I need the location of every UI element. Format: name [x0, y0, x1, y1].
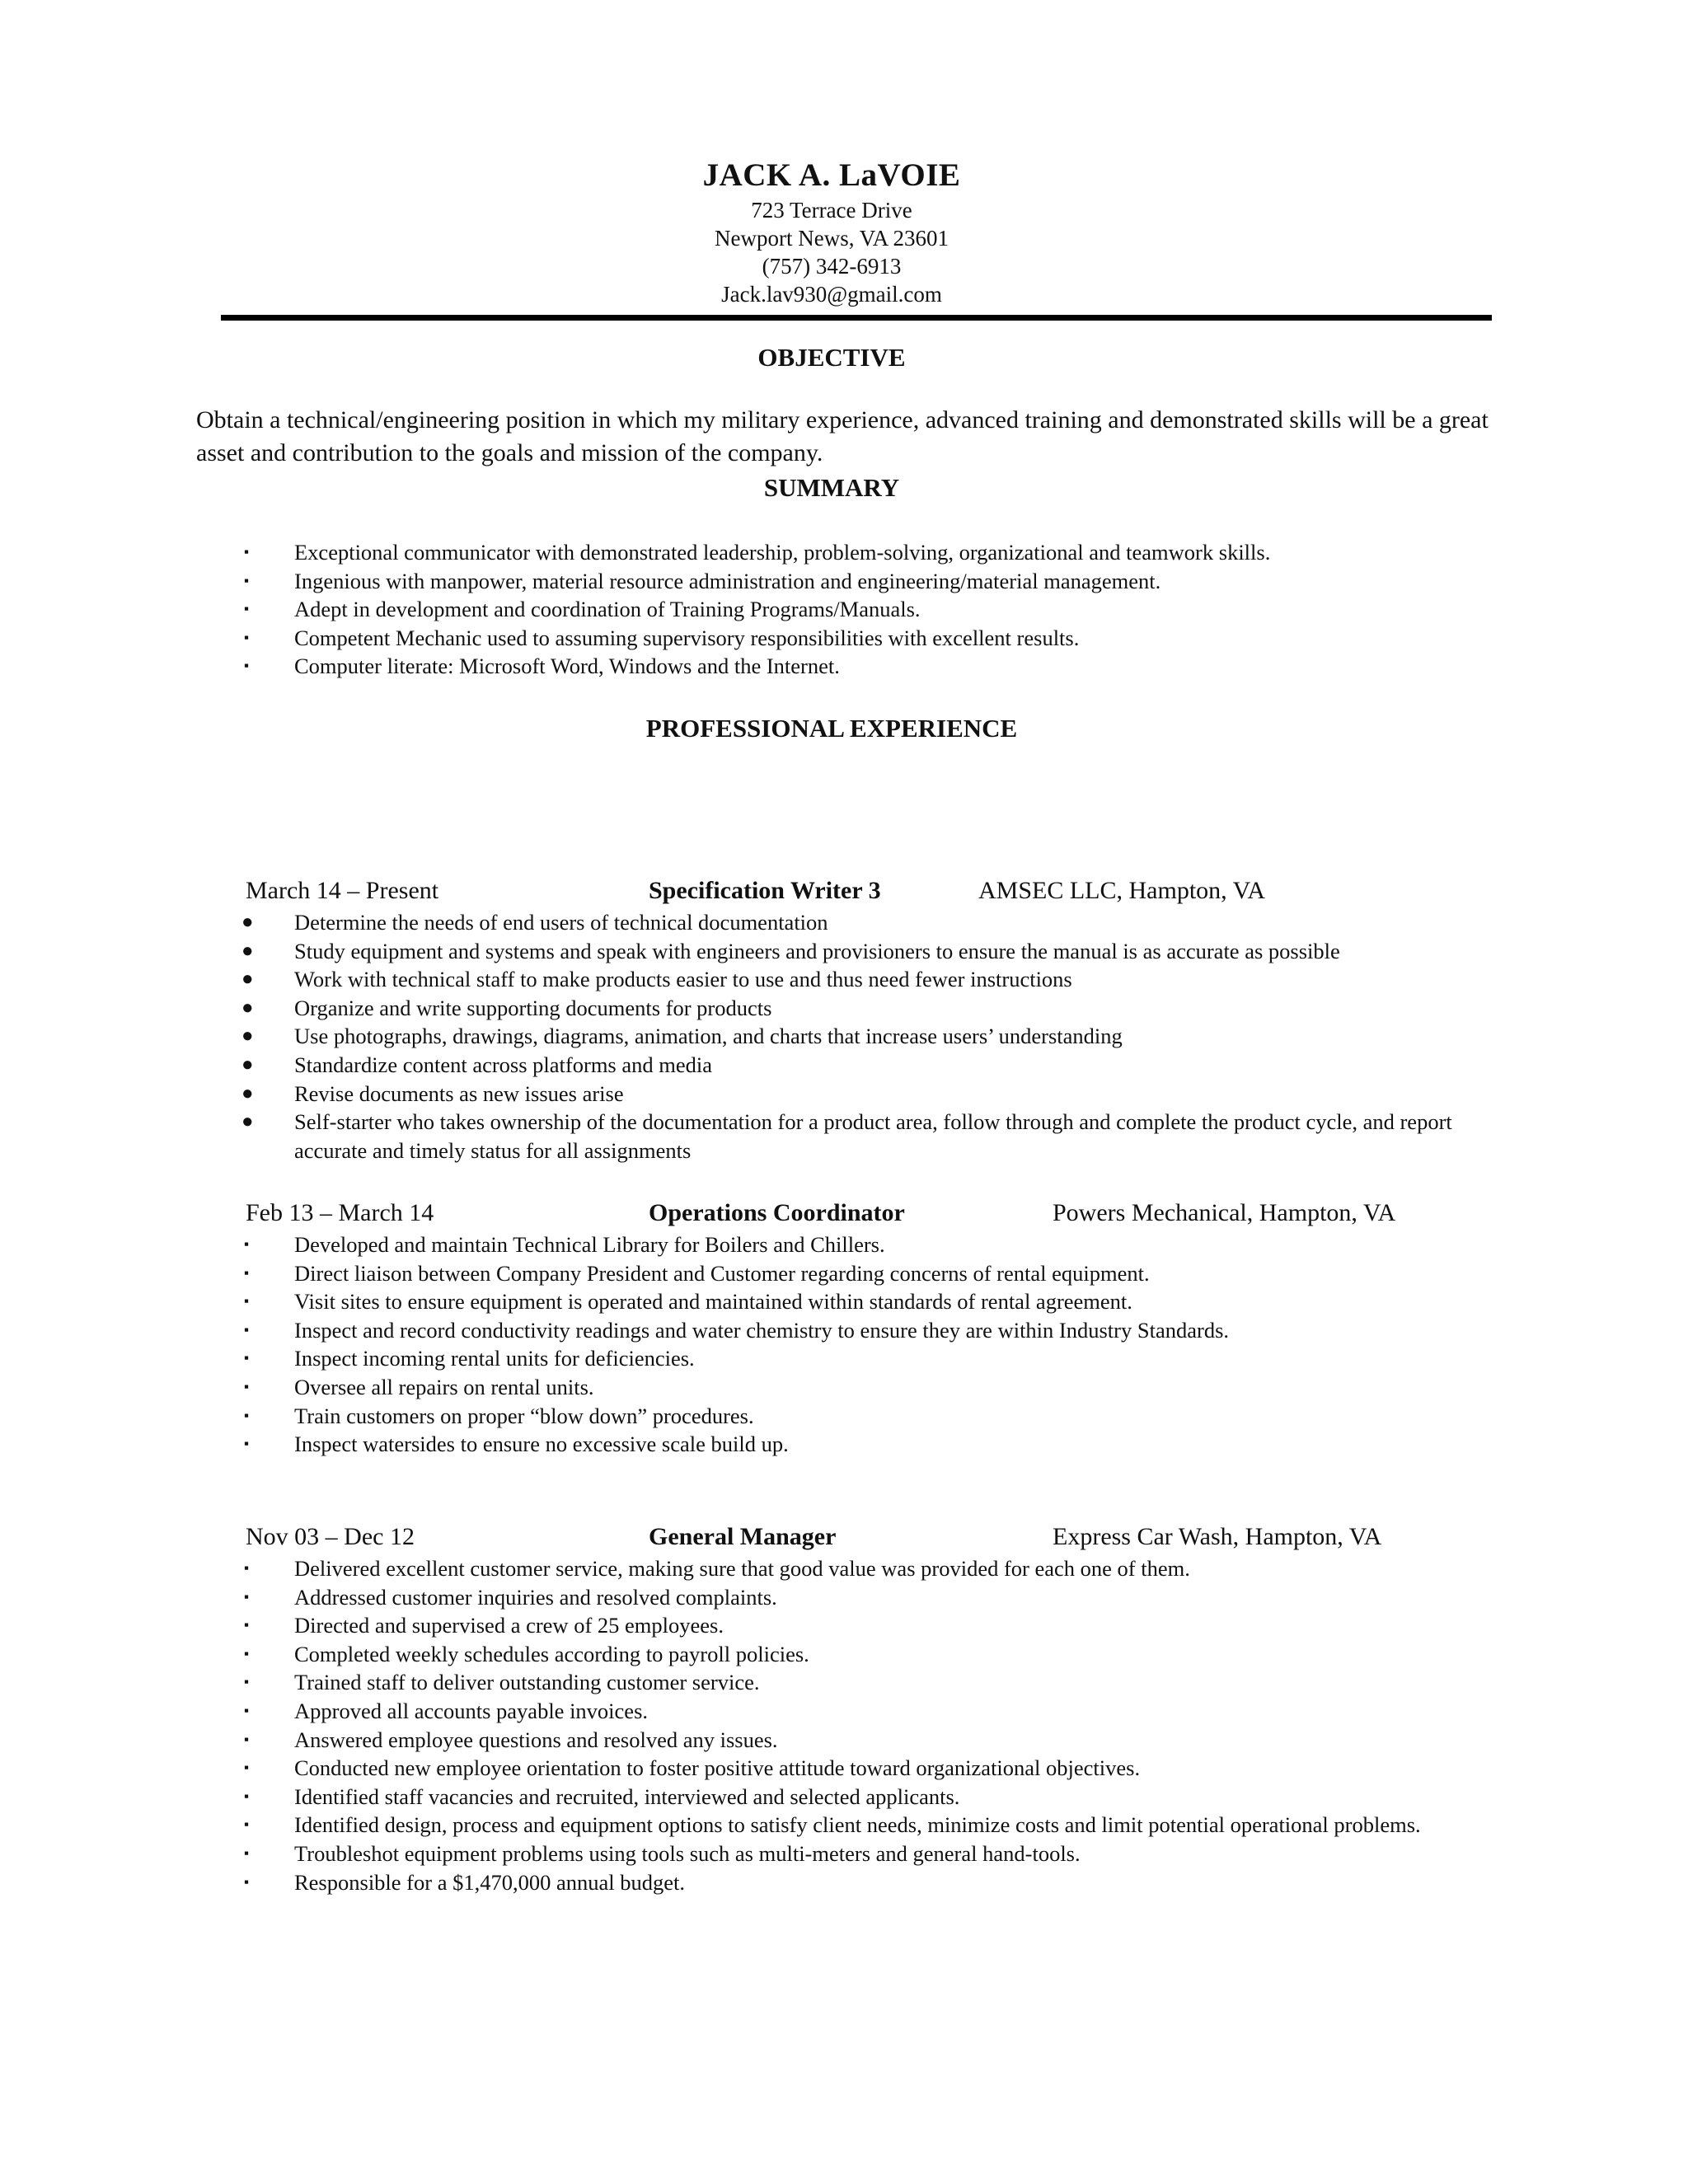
- list-item: [0, 1554, 1489, 1583]
- list-item: [0, 1611, 1489, 1640]
- list-item-text: Direct liaison between Company President and Customer regarding concerns of rental equipment.: [294, 1260, 1150, 1286]
- list-item-text: Identified staff vacancies and recruited, interviewed and selected applicants.: [294, 1783, 960, 1809]
- city-state-zip: Newport News, VA 23601: [714, 226, 949, 251]
- list-item: [0, 908, 1489, 937]
- list-item-text: Inspect and record conductivity readings and water chemistry to ensure they are within Industry Standards.: [294, 1317, 1230, 1343]
- round-bullet-icon: ●: [241, 912, 254, 933]
- list-item-text: Use photographs, drawings, diagrams, animation, and charts that increase users’ understanding: [294, 1024, 1123, 1049]
- list-item-text: Trained staff to deliver outstanding customer service.: [294, 1670, 760, 1695]
- list-item-text: Troubleshot equipment problems using tools such as multi-meters and general hand-tools.: [294, 1840, 1081, 1866]
- list-item: [0, 1344, 1489, 1373]
- square-bullet-icon: ▪: [244, 544, 250, 560]
- list-item: [0, 1022, 1489, 1051]
- square-bullet-icon: ▪: [244, 1844, 250, 1861]
- square-bullet-icon: ▪: [244, 572, 250, 588]
- square-bullet-icon: ▪: [244, 1293, 250, 1310]
- list-item-text: Identified design, process and equipment options to satisfy client needs, minimize costs and limit potential operational problems.: [294, 1812, 1421, 1838]
- list-item-text: Inspect incoming rental units for deficiencies.: [294, 1346, 695, 1371]
- phone-number: (757) 342-6913: [762, 254, 902, 279]
- summary-heading: SUMMARY: [763, 473, 900, 502]
- square-bullet-icon: ▪: [244, 1760, 250, 1776]
- square-bullet-icon: ▪: [244, 601, 250, 617]
- list-item-text: Computer literate: Microsoft Word, Windows and the Internet.: [294, 654, 840, 679]
- list-item: [0, 1108, 1489, 1165]
- list-item: [0, 1402, 1489, 1431]
- list-item: [0, 1668, 1489, 1697]
- job-header-1: [0, 877, 1688, 910]
- job-header-2: [0, 1199, 1688, 1232]
- square-bullet-icon: ▪: [244, 1264, 250, 1281]
- list-item: [0, 624, 1489, 653]
- list-item-text: Revise documents as new issues arise: [294, 1080, 624, 1106]
- summary-list: [0, 538, 1489, 681]
- square-bullet-icon: ▪: [244, 1560, 250, 1576]
- job-company: Powers Mechanical, Hampton, VA: [1053, 1199, 1396, 1226]
- job-title: General Manager: [649, 1523, 837, 1550]
- list-item: [0, 1640, 1489, 1669]
- job-header-3: [0, 1523, 1688, 1556]
- list-item-text: Directed and supervised a crew of 25 employees.: [294, 1613, 724, 1638]
- square-bullet-icon: ▪: [244, 1731, 250, 1747]
- list-item: [0, 1783, 1489, 1811]
- list-item: [0, 1051, 1489, 1080]
- round-bullet-icon: ●: [241, 996, 254, 1019]
- applicant-name: JACK A. LaVOIE: [702, 157, 961, 193]
- job-dates: Feb 13 – March 14: [246, 1199, 434, 1226]
- list-item-text: Work with technical staff to make products easier to use and thus need fewer instructions: [294, 967, 1072, 992]
- list-item: [0, 965, 1489, 994]
- square-bullet-icon: ▪: [244, 1702, 250, 1718]
- list-item-text: Exceptional communicator with demonstrated leadership, problem-solving, organizational and teamwork skills.: [294, 540, 1271, 565]
- square-bullet-icon: ▪: [244, 1788, 250, 1804]
- list-item-text: Standardize content across platforms and media: [294, 1052, 713, 1077]
- header-divider: [221, 315, 1492, 321]
- job-duties-list-2: [0, 1230, 1489, 1459]
- list-item: [0, 1430, 1489, 1459]
- list-item-text: Inspect watersides to ensure no excessive scale build up.: [294, 1432, 789, 1457]
- list-item: [0, 1697, 1489, 1726]
- square-bullet-icon: ▪: [244, 1321, 250, 1338]
- square-bullet-icon: ▪: [244, 1236, 250, 1252]
- list-item: [0, 652, 1489, 681]
- list-item-text: Self-starter who takes ownership of the documentation for a product area, follow through and complete the product cycle, and report accurate and timely status for all assignments: [294, 1109, 1452, 1163]
- square-bullet-icon: ▪: [244, 1436, 250, 1452]
- square-bullet-icon: ▪: [244, 1816, 250, 1833]
- square-bullet-icon: ▪: [244, 1873, 250, 1890]
- list-item-text: Conducted new employee orientation to foster positive attitude toward organizational objectives.: [294, 1755, 1141, 1781]
- square-bullet-icon: ▪: [244, 1645, 250, 1661]
- round-bullet-icon: ●: [241, 1053, 254, 1076]
- list-item: [0, 994, 1489, 1023]
- objective-text: Obtain a technical/engineering position in which my military experience, advanced training and demonstrated skills will be a great asset and contribution to the goals and mission of the company.: [196, 406, 1489, 466]
- job-duties-list-3: [0, 1554, 1489, 1896]
- list-item: [0, 1868, 1489, 1897]
- square-bullet-icon: ▪: [244, 1378, 250, 1394]
- list-item: [0, 1373, 1489, 1402]
- job-title: Specification Writer 3: [649, 877, 881, 904]
- round-bullet-icon: ●: [241, 968, 254, 991]
- square-bullet-icon: ▪: [244, 1350, 250, 1366]
- list-item: [0, 1583, 1489, 1612]
- list-item-text: Organize and write supporting documents for products: [294, 995, 772, 1020]
- email-address: Jack.lav930@gmail.com: [721, 282, 942, 307]
- list-item: [0, 1316, 1489, 1345]
- square-bullet-icon: ▪: [244, 629, 250, 645]
- list-item-text: Study equipment and systems and speak with engineers and provisioners to ensure the manual is as accurate as possible: [294, 938, 1340, 963]
- list-item-text: Visit sites to ensure equipment is operated and maintained within standards of rental agreement.: [294, 1289, 1132, 1315]
- job-company: Express Car Wash, Hampton, VA: [1053, 1523, 1382, 1550]
- round-bullet-icon: ●: [241, 1025, 254, 1047]
- list-item: [0, 1726, 1489, 1755]
- list-item-text: Oversee all repairs on rental units.: [294, 1374, 594, 1399]
- list-item-text: Addressed customer inquiries and resolved complaints.: [294, 1584, 777, 1610]
- list-item: [0, 567, 1489, 596]
- list-item: [0, 1259, 1489, 1288]
- job-duties-list-1: [0, 908, 1489, 1165]
- list-item-text: Determine the needs of end users of technical documentation: [294, 910, 828, 935]
- square-bullet-icon: ▪: [244, 1588, 250, 1605]
- square-bullet-icon: ▪: [244, 1617, 250, 1633]
- list-item: [0, 1230, 1489, 1259]
- list-item-text: Developed and maintain Technical Library for Boilers and Chillers.: [294, 1232, 885, 1257]
- list-item-text: Ingenious with manpower, material resource administration and engineering/material management.: [294, 568, 1161, 593]
- list-item: [0, 1811, 1489, 1840]
- round-bullet-icon: ●: [241, 1111, 254, 1133]
- list-item-text: Train customers on proper “blow down” procedures.: [294, 1403, 754, 1428]
- list-item-text: Approved all accounts payable invoices.: [294, 1698, 649, 1723]
- list-item-text: Competent Mechanic used to assuming supervisory responsibilities with excellent results.: [294, 625, 1080, 650]
- job-title: Operations Coordinator: [649, 1199, 905, 1226]
- list-item-text: Adept in development and coordination of Training Programs/Manuals.: [294, 597, 921, 622]
- list-item: [0, 1840, 1489, 1868]
- square-bullet-icon: ▪: [244, 1674, 250, 1690]
- list-item: [0, 595, 1489, 624]
- round-bullet-icon: ●: [241, 940, 254, 962]
- list-item: [0, 937, 1489, 966]
- list-item-text: Responsible for a $1,470,000 annual budget.: [294, 1869, 685, 1895]
- objective-heading: OBJECTIVE: [757, 343, 906, 372]
- square-bullet-icon: ▪: [244, 1407, 250, 1423]
- job-dates: Nov 03 – Dec 12: [246, 1523, 415, 1550]
- list-item-text: Delivered excellent customer service, making sure that good value was provided for each one of them.: [294, 1556, 1190, 1581]
- list-item: [0, 1080, 1489, 1108]
- job-dates: March 14 – Present: [246, 877, 439, 904]
- experience-heading: PROFESSIONAL EXPERIENCE: [645, 714, 1018, 743]
- job-company: AMSEC LLC, Hampton, VA: [978, 877, 1266, 904]
- list-item: [0, 1754, 1489, 1783]
- list-item-text: Completed weekly schedules according to payroll policies.: [294, 1641, 809, 1666]
- list-item-text: Answered employee questions and resolved any issues.: [294, 1727, 778, 1752]
- round-bullet-icon: ●: [241, 1082, 254, 1104]
- list-item: [0, 538, 1489, 567]
- square-bullet-icon: ▪: [244, 658, 250, 674]
- street-address: 723 Terrace Drive: [751, 198, 912, 223]
- list-item: [0, 1287, 1489, 1316]
